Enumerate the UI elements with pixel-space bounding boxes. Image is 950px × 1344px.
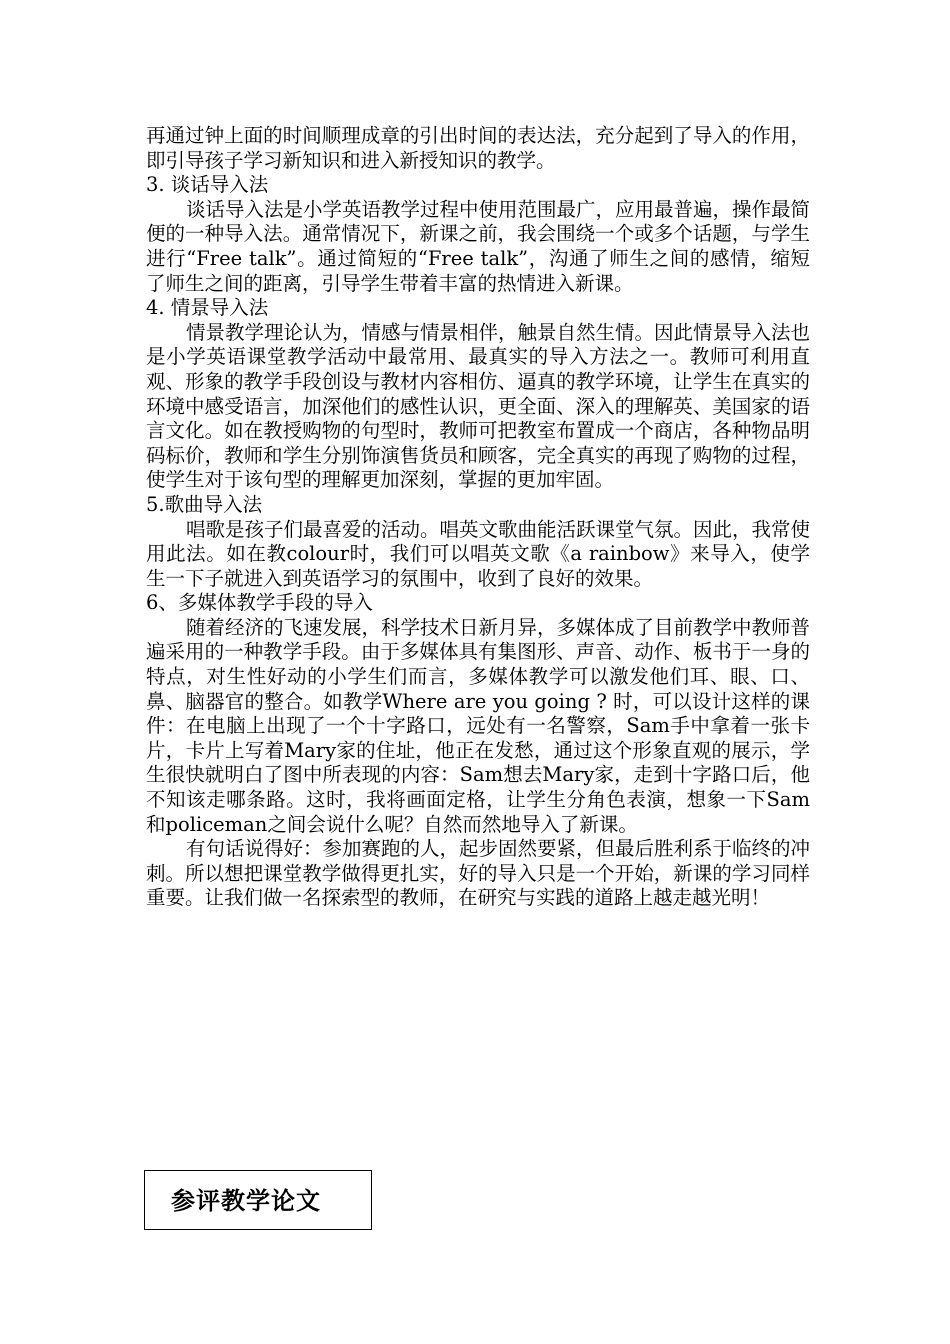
paragraph-conclusion: 有句话说得好：参加赛跑的人，起步固然要紧，但最后胜利系于临终的冲刺。所以想把课堂教学做得更扎实，好的导入只是一个开始，新课的学习同样重要。让我们做一名探索型的教师，在研究与实践的道路上越走越光明！ [146,837,810,910]
submission-label: 参评教学论文 [171,1187,321,1215]
paragraph-song-intro: 唱歌是孩子们最喜爱的活动。唱英文歌曲能活跃课堂气氛。因此，我常使用此法。如在教colour时，我们可以唱英文歌《a rainbow》来导入，使学生一下子就进入到英语学习的氛围中，收到了良好的效果。 [146,517,810,590]
section-heading-6: 6、多媒体教学手段的导入 [146,591,373,615]
submission-label-box [144,1170,372,1230]
section-heading-3: 3. 谈话导入法 [146,173,269,197]
section-heading-5: 5.歌曲导入法 [146,492,263,516]
paragraph-scene-intro: 情景教学理论认为，情感与情景相伴，触景自然生情。因此情景导入法也是小学英语课堂教学活动中最常用、最真实的导入方法之一。教师可利用直观、形象的教学手段创设与教材内容相仿、逼真的教学环境，让学生在真实的环境中感受语言，加深他们的感性认识，更全面、深入的理解英、美国家的语言文化。如在教授购物的句型时，教师可把教室布置成一个商店，各种物品明码标价，教师和学生分别饰演售货员和顾客，完全真实的再现了购物的过程，使学生对于该句型的理解更加深刻，掌握的更加牢固。 [146,320,810,492]
document-body [146,124,810,911]
paragraph-multimedia-intro: 随着经济的飞速发展，科学技术日新月异，多媒体成了目前教学中教师普遍采用的一种教学手段。由于多媒体具有集图形、声音、动作、板书于一身的特点，对生性好动的小学生们而言，多媒体教学可以激发他们耳、眼、口、鼻、脑器官的整合。如教学Where are you going ? 时，可以设计这样的课件：在电脑上出现了一个十字路口，远处有一名警察，Sam手中拿着一张卡片，卡片上写着Mary家的住址，他正在发愁，通过这个形象直观的展示，学生很快就明白了图中所表现的内容：Sam想去Mary家，走到十字路口后，他不知该走哪条路。这时，我将画面定格，让学生分角色表演，想象一下Sam和policeman之间会说什么呢？自然而然地导入了新课。 [146,615,810,836]
paragraph-talk-intro: 谈话导入法是小学英语教学过程中使用范围最广，应用最普遍，操作最简便的一种导入法。通常情况下，新课之前，我会围绕一个或多个话题，与学生进行“Free talk”。通过简短的“Free talk”，沟通了师生之间的感情，缩短了师生之间的距离，引导学生带着丰富的热情进入新课。 [146,197,810,295]
section-heading-4: 4. 情景导入法 [146,296,269,320]
paragraph-continuation: 再通过钟上面的时间顺理成章的引出时间的表达法，充分起到了导入的作用，即引导孩子学习新知识和进入新授知识的教学。 [146,124,810,172]
